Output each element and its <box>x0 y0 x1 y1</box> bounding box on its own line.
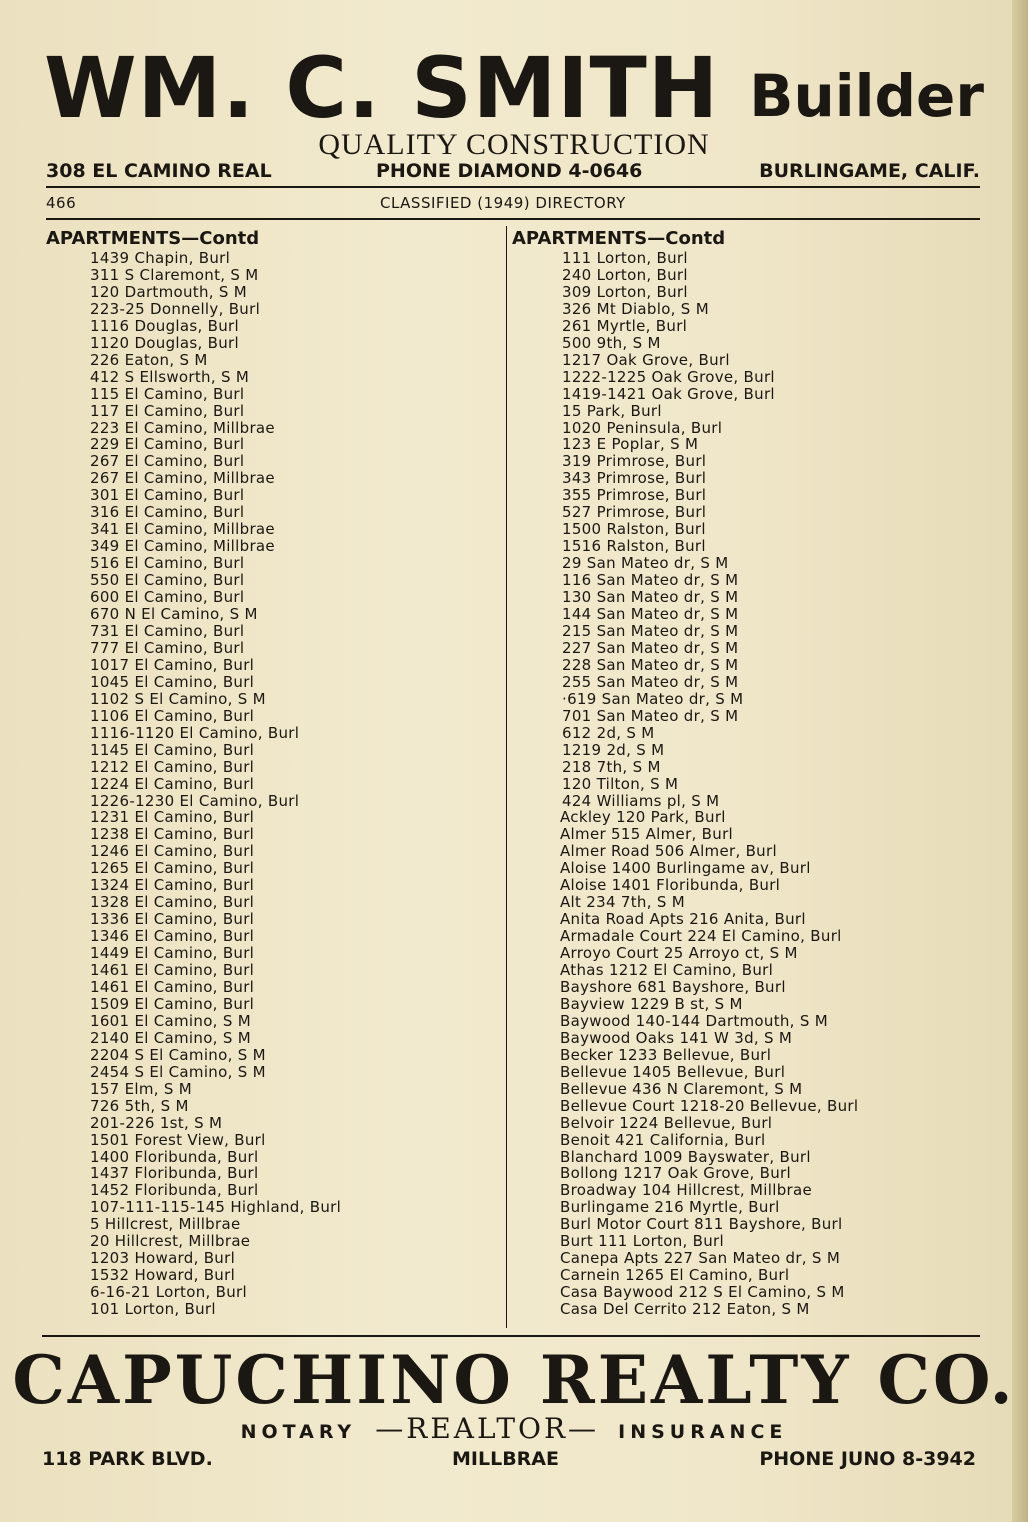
directory-entry: 1324 El Camino, Burl <box>90 876 255 895</box>
top-ad-contact-row <box>46 160 980 186</box>
directory-entry: ·619 San Mateo dr, S M <box>562 689 744 708</box>
directory-entry: 229 El Camino, Burl <box>90 435 245 454</box>
directory-entry: 1265 El Camino, Burl <box>90 859 255 878</box>
directory-title: CLASSIFIED (1949) DIRECTORY <box>380 194 626 212</box>
directory-entry: Canepa Apts 227 San Mateo dr, S M <box>560 1249 841 1268</box>
directory-entry: 15 Park, Burl <box>562 401 662 420</box>
directory-entry: 111 Lorton, Burl <box>562 249 688 267</box>
bottom-ad-insurance: INSURANCE <box>618 1421 788 1443</box>
directory-entry: 1437 Floribunda, Burl <box>90 1164 259 1183</box>
top-ad-rule <box>46 186 980 188</box>
directory-entry: Burt 111 Lorton, Burl <box>560 1232 724 1251</box>
directory-entry: 1419-1421 Oak Grove, Burl <box>562 384 775 403</box>
directory-entry: 2140 El Camino, S M <box>90 1028 251 1047</box>
directory-entry: Blanchard 1009 Bayswater, Burl <box>560 1147 811 1166</box>
top-ad-builder: Builder <box>749 62 984 130</box>
directory-entry: 1045 El Camino, Burl <box>90 672 255 691</box>
directory-entry: 316 El Camino, Burl <box>90 503 245 522</box>
directory-entry: 261 Myrtle, Burl <box>562 316 688 335</box>
directory-entry: Aloise 1401 Floribunda, Burl <box>560 876 781 895</box>
directory-entry: Becker 1233 Bellevue, Burl <box>560 1045 772 1064</box>
directory-entry: 1116 Douglas, Burl <box>90 316 239 335</box>
directory-entry: 343 Primrose, Burl <box>562 469 707 488</box>
directory-entry: 777 El Camino, Burl <box>90 638 245 657</box>
directory-entry: Athas 1212 El Camino, Burl <box>560 961 774 980</box>
directory-entry: 117 El Camino, Burl <box>90 401 245 420</box>
directory-entry: 412 S Ellsworth, S M <box>90 367 250 386</box>
directory-entry: 201-226 1st, S M <box>90 1113 223 1132</box>
directory-entry: 1224 El Camino, Burl <box>90 774 255 793</box>
directory-entry: Baywood 140-144 Dartmouth, S M <box>560 1011 828 1030</box>
left-column <box>46 228 506 1318</box>
directory-entry: 1500 Ralston, Burl <box>562 520 706 539</box>
directory-entry: 20 Hillcrest, Millbrae <box>90 1232 251 1251</box>
top-ad-name: WM. C. SMITH <box>44 39 720 137</box>
header-rule <box>46 218 980 220</box>
directory-entry: 1246 El Camino, Burl <box>90 842 255 861</box>
directory-entry: Anita Road Apts 216 Anita, Burl <box>560 910 806 929</box>
bottom-ad-notary: NOTARY <box>240 1421 357 1443</box>
directory-entry: 600 El Camino, Burl <box>90 588 245 607</box>
directory-entry: Alt 234 7th, S M <box>560 893 685 912</box>
directory-entry: Burl Motor Court 811 Bayshore, Burl <box>560 1215 843 1234</box>
directory-entry: 218 7th, S M <box>562 757 661 776</box>
directory-entry: 267 El Camino, Millbrae <box>90 469 275 488</box>
directory-entry: 349 El Camino, Millbrae <box>90 537 275 556</box>
directory-entry: 731 El Camino, Burl <box>90 621 245 640</box>
directory-entry: 116 San Mateo dr, S M <box>562 571 739 590</box>
directory-entry: 516 El Camino, Burl <box>90 554 245 573</box>
directory-entry: 1461 El Camino, Burl <box>90 961 255 980</box>
directory-entry: Casa Del Cerrito 212 Eaton, S M <box>560 1300 810 1319</box>
directory-entry: 527 Primrose, Burl <box>562 503 707 522</box>
top-ad-address: 308 EL CAMINO REAL <box>46 160 272 182</box>
directory-entry: 228 San Mateo dr, S M <box>562 655 739 674</box>
directory-entry: Almer 515 Almer, Burl <box>560 825 734 844</box>
directory-entry: 1102 S El Camino, S M <box>90 689 266 708</box>
top-ad-title <box>44 38 984 138</box>
directory-entry: 1203 Howard, Burl <box>90 1249 236 1268</box>
directory-entry: 670 N El Camino, S M <box>90 605 258 624</box>
directory-entry: 1336 El Camino, Burl <box>90 910 255 929</box>
directory-entry: 120 Dartmouth, S M <box>90 282 248 301</box>
bottom-ad-realtor: —REALTOR— <box>375 1412 600 1445</box>
directory-entry: 2204 S El Camino, S M <box>90 1045 266 1064</box>
directory-entry: 223-25 Donnelly, Burl <box>90 299 261 318</box>
directory-entry: 1145 El Camino, Burl <box>90 740 255 759</box>
directory-entry: 1020 Peninsula, Burl <box>562 418 723 437</box>
bottom-ad-contact-row <box>42 1448 976 1474</box>
directory-entry: 1439 Chapin, Burl <box>90 249 231 267</box>
directory-entry: Bayshore 681 Bayshore, Burl <box>560 977 786 996</box>
directory-entry: 6-16-21 Lorton, Burl <box>90 1283 247 1302</box>
directory-entry: 1501 Forest View, Burl <box>90 1130 266 1149</box>
directory-entry: 107-111-115-145 Highland, Burl <box>90 1198 342 1217</box>
directory-entry: 550 El Camino, Burl <box>90 571 245 590</box>
right-column-heading: APARTMENTS—Contd <box>512 228 726 249</box>
directory-entry: 1452 Floribunda, Burl <box>90 1181 259 1200</box>
directory-entry: Baywood Oaks 141 W 3d, S M <box>560 1028 793 1047</box>
right-entry-list <box>512 250 972 1318</box>
directory-entry: Broadway 104 Hillcrest, Millbrae <box>560 1181 813 1200</box>
top-ad-tagline: QUALITY CONSTRUCTION <box>318 128 710 161</box>
directory-entry: 1532 Howard, Burl <box>90 1266 236 1285</box>
directory-entry: Arroyo Court 25 Arroyo ct, S M <box>560 944 798 963</box>
directory-entry: 309 Lorton, Burl <box>562 282 688 301</box>
directory-entry: Aloise 1400 Burlingame av, Burl <box>560 859 811 878</box>
right-column <box>512 228 972 1318</box>
directory-entry: Casa Baywood 212 S El Camino, S M <box>560 1283 845 1302</box>
directory-entry: Bollong 1217 Oak Grove, Burl <box>560 1164 791 1183</box>
directory-entry: 341 El Camino, Millbrae <box>90 520 275 539</box>
bottom-ad-services <box>0 1412 1028 1445</box>
directory-entry: 301 El Camino, Burl <box>90 486 245 505</box>
directory-entry: 1346 El Camino, Burl <box>90 927 255 946</box>
directory-entry: 1217 Oak Grove, Burl <box>562 350 730 369</box>
directory-entry: Bellevue Court 1218-20 Bellevue, Burl <box>560 1096 859 1115</box>
directory-entry: 319 Primrose, Burl <box>562 452 707 471</box>
directory-entry: 1238 El Camino, Burl <box>90 825 255 844</box>
directory-entry: 500 9th, S M <box>562 333 661 352</box>
directory-entry: Bellevue 436 N Claremont, S M <box>560 1079 803 1098</box>
directory-entry: 120 Tilton, S M <box>562 774 679 793</box>
directory-entry: 29 San Mateo dr, S M <box>562 554 729 573</box>
directory-entry: 701 San Mateo dr, S M <box>562 706 739 725</box>
page-spine <box>1012 0 1028 1522</box>
directory-entry: Ackley 120 Park, Burl <box>560 808 726 827</box>
directory-entry: 1116-1120 El Camino, Burl <box>90 723 300 742</box>
directory-entry: 1400 Floribunda, Burl <box>90 1147 259 1166</box>
directory-entry: 267 El Camino, Burl <box>90 452 245 471</box>
directory-entry: 1226-1230 El Camino, Burl <box>90 791 300 810</box>
directory-entry: 424 Williams pl, S M <box>562 791 720 810</box>
left-column-heading: APARTMENTS—Contd <box>46 228 260 249</box>
bottom-ad-address: 118 PARK BLVD. <box>42 1448 213 1470</box>
directory-entry: 2454 S El Camino, S M <box>90 1062 266 1081</box>
directory-entry: Armadale Court 224 El Camino, Burl <box>560 927 842 946</box>
directory-entry: 1106 El Camino, Burl <box>90 706 255 725</box>
directory-entry: 227 San Mateo dr, S M <box>562 638 739 657</box>
directory-entry: 144 San Mateo dr, S M <box>562 605 739 624</box>
directory-entry: Almer Road 506 Almer, Burl <box>560 842 777 861</box>
directory-entry: Bayview 1229 B st, S M <box>560 994 743 1013</box>
directory-entry: 1017 El Camino, Burl <box>90 655 255 674</box>
left-entry-list <box>46 250 506 1318</box>
top-ad-phone: PHONE DIAMOND 4-0646 <box>376 160 643 182</box>
directory-entry: 157 Elm, S M <box>90 1079 193 1098</box>
directory-entry: 1231 El Camino, Burl <box>90 808 255 827</box>
directory-entry: 1461 El Camino, Burl <box>90 977 255 996</box>
directory-entry: Benoit 421 California, Burl <box>560 1130 766 1149</box>
page-number: 466 <box>46 194 77 212</box>
directory-entry: 1449 El Camino, Burl <box>90 944 255 963</box>
directory-entry: 123 E Poplar, S M <box>562 435 699 454</box>
column-divider <box>506 226 507 1328</box>
top-ad-city: BURLINGAME, CALIF. <box>759 160 980 182</box>
directory-entry: 1120 Douglas, Burl <box>90 333 239 352</box>
directory-entry: 226 Eaton, S M <box>90 350 208 369</box>
directory-entry: 223 El Camino, Millbrae <box>90 418 275 437</box>
directory-entry: 240 Lorton, Burl <box>562 265 688 284</box>
directory-entry: Belvoir 1224 Bellevue, Burl <box>560 1113 773 1132</box>
directory-entry: 101 Lorton, Burl <box>90 1300 216 1319</box>
directory-entry: 1219 2d, S M <box>562 740 665 759</box>
directory-entry: Burlingame 216 Myrtle, Burl <box>560 1198 780 1217</box>
directory-entry: 255 San Mateo dr, S M <box>562 672 739 691</box>
bottom-ad-rule <box>42 1335 980 1337</box>
bottom-ad-city: MILLBRAE <box>452 1448 559 1470</box>
directory-entry: 115 El Camino, Burl <box>90 384 245 403</box>
directory-entry: 1509 El Camino, Burl <box>90 994 255 1013</box>
directory-entry: 130 San Mateo dr, S M <box>562 588 739 607</box>
directory-entry: 1328 El Camino, Burl <box>90 893 255 912</box>
directory-entry: 355 Primrose, Burl <box>562 486 707 505</box>
directory-entry: 215 San Mateo dr, S M <box>562 621 739 640</box>
directory-entry: Carnein 1265 El Camino, Burl <box>560 1266 790 1285</box>
directory-entry: 726 5th, S M <box>90 1096 189 1115</box>
directory-entry: 1222-1225 Oak Grove, Burl <box>562 367 775 386</box>
directory-entry: 5 Hillcrest, Millbrae <box>90 1215 241 1234</box>
directory-entry: 612 2d, S M <box>562 723 655 742</box>
directory-entry: 1212 El Camino, Burl <box>90 757 255 776</box>
bottom-ad-phone: PHONE JUNO 8-3942 <box>759 1448 976 1470</box>
directory-entry: 1601 El Camino, S M <box>90 1011 251 1030</box>
directory-entry: 326 Mt Diablo, S M <box>562 299 709 318</box>
directory-entry: Bellevue 1405 Bellevue, Burl <box>560 1062 786 1081</box>
directory-entry: 1516 Ralston, Burl <box>562 537 706 556</box>
directory-entry: 311 S Claremont, S M <box>90 265 259 284</box>
bottom-ad-name: CAPUCHINO REALTY CO. <box>12 1341 1016 1419</box>
page-header <box>46 194 980 216</box>
